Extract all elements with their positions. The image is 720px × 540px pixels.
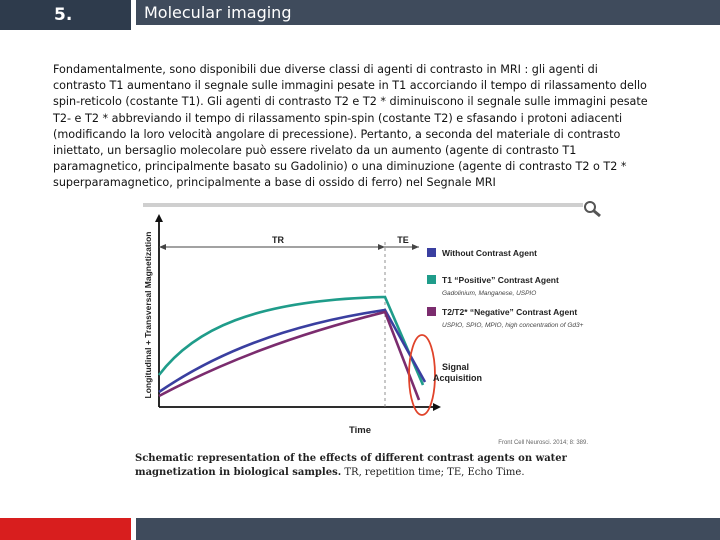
y-axis-arrow xyxy=(155,214,163,222)
legend-label-t2: T2/T2* “Negative” Contrast Agent xyxy=(442,307,578,317)
body-paragraph: Fondamentalmente, sono disponibili due diverse classi di agenti di contrasto in MRI : gli agenti di contrasto T1 aumentano il segnale sulle immagini pesate in T1 accorciando il tempo di rilassamento dello spin-reticolo (costante T1). Gli agenti di contrasto T2 e T2 * diminuiscono il segnale sulle immagini pesate T2- e T2 * abbreviando il tempo di rilassamento spin-spin (costante T2) e sfasando i protoni adiacenti (modificando la loro velocità angolare di precessione). Pertanto, a seconda del materiale di contrasto iniettato, un bersaglio molecolare può essere rivelato da un aumento (agente di contrasto T1 paramagnetico, principalmente basato su Gadolinio) o una diminuzione (agente di contrasto T2 o T2 * superparamagnetico, principalmente a base di ossido di ferro) nel Segnale MRI xyxy=(53,63,648,190)
slide-number-box xyxy=(0,0,131,30)
te-label: TE xyxy=(397,235,409,245)
caption-bold: Schematic representation of the effects of different contrast agents on water magnetization in biological samples. xyxy=(135,453,567,478)
figure-caption xyxy=(135,452,575,480)
legend-sub-t2: USPIO, SPIO, MPIO, high concentration of Gd3+ xyxy=(442,322,584,329)
legend-label-t1: T1 “Positive” Contrast Agent xyxy=(442,275,559,285)
legend-sub-t1: Gadolinium, Manganese, USPIO xyxy=(442,290,537,297)
legend-swatch-no-agent xyxy=(427,248,436,257)
zoom-icon[interactable] xyxy=(585,202,600,216)
x-axis-arrow xyxy=(433,403,441,411)
figure-source: Front Cell Neurosci. 2014; 8: 389. xyxy=(498,440,588,446)
legend-label-no-agent: Without Contrast Agent xyxy=(442,248,537,258)
legend-swatch-t2 xyxy=(427,307,436,316)
slide-title: Molecular imaging xyxy=(144,3,292,22)
footer-bar xyxy=(136,518,720,540)
slide-number: 5. xyxy=(54,5,73,25)
legend-swatch-t1 xyxy=(427,275,436,284)
te-arrow xyxy=(412,244,419,250)
title-bar xyxy=(136,0,720,25)
tr-label: TR xyxy=(272,235,284,245)
tr-arrow-right xyxy=(378,244,385,250)
caption-rest: TR, repetition time; TE, Echo Time. xyxy=(341,467,525,478)
x-axis-label: Time xyxy=(348,425,372,436)
t2-agent-curve xyxy=(159,312,419,400)
signal-label-2: Acquisition xyxy=(433,373,482,383)
footer-accent-bar xyxy=(0,518,131,540)
signal-label-1: Signal xyxy=(442,362,470,372)
y-axis-label: Longitudinal + Transversal Magnetization xyxy=(143,231,153,399)
tr-arrow-left xyxy=(159,244,166,250)
